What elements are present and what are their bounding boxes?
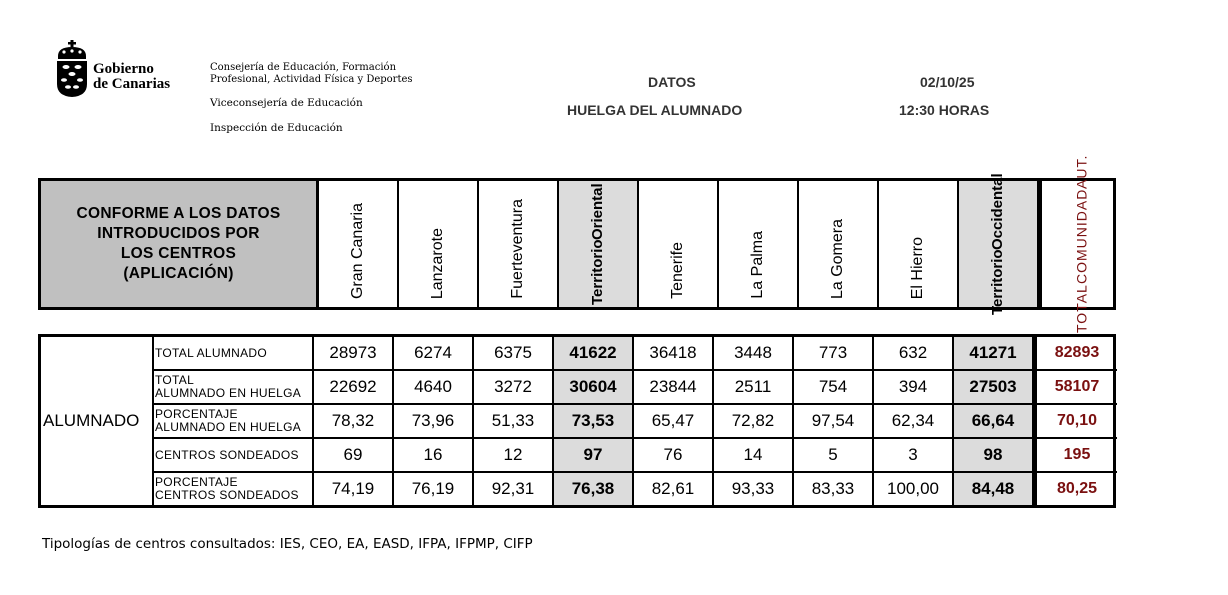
table-cell: 76,38 (554, 473, 634, 505)
table-cell: 2511 (714, 371, 794, 403)
table-cell: 28973 (314, 337, 394, 369)
column-header-lanzarote (399, 181, 479, 307)
data-rows (154, 337, 1117, 505)
table-cell: 76,19 (394, 473, 474, 505)
table-row (154, 371, 1117, 405)
table-cell: 62,34 (874, 405, 954, 437)
total-cell: 195 (1063, 446, 1091, 463)
table-cell: 773 (794, 337, 874, 369)
logo-line-1: Gobierno (93, 61, 154, 77)
table-cell: 4640 (394, 371, 474, 403)
column-label: Fuerteventura (509, 199, 526, 299)
table-cell: 74,19 (314, 473, 394, 505)
gobierno-canarias-crest-icon (55, 40, 89, 98)
column-header-total (1042, 154, 1122, 334)
column-header-territorio-occidental (959, 172, 1039, 316)
column-header-tenerife (639, 181, 719, 307)
column-label: Lanzarote (429, 227, 446, 299)
header-fecha: 02/10/25 (920, 74, 975, 90)
logo-text (93, 62, 170, 92)
column-label: Gran Canaria (349, 202, 366, 299)
column-label: La Palma (749, 231, 766, 299)
table-cell: 97,54 (794, 405, 874, 437)
table-cell: 30604 (554, 371, 634, 403)
table-cell: 14 (714, 439, 794, 471)
header-datos: DATOS (648, 74, 696, 90)
corner-line-1: CONFORME A LOS DATOS (76, 205, 281, 222)
table-cell: 73,96 (394, 405, 474, 437)
column-label (1073, 154, 1090, 334)
column-header-table (38, 154, 1116, 334)
table-cell: 3 (874, 439, 954, 471)
column-label: El Hierro (909, 236, 926, 299)
table-cell: 84,48 (954, 473, 1034, 505)
table-cell: 394 (874, 371, 954, 403)
table-cell: 82,61 (634, 473, 714, 505)
table-row (154, 405, 1117, 439)
consejeria-line-1: Consejería de Educación, Formación (210, 62, 397, 73)
table-cell: 92,31 (474, 473, 554, 505)
column-header-la-palma (719, 181, 799, 307)
table-cell: 66,64 (954, 405, 1034, 437)
table-cell: 41271 (954, 337, 1034, 369)
total-cell: 70,10 (1056, 412, 1098, 429)
corner-line-3: LOS CENTROS (120, 245, 237, 262)
inspeccion-name: Inspección de Educación (210, 122, 343, 134)
table-cell: 6375 (474, 337, 554, 369)
table-cell: 22692 (314, 371, 394, 403)
table-cell: 100,00 (874, 473, 954, 505)
logo-line-2: de Canarias (93, 76, 171, 92)
consejeria-name (210, 62, 413, 86)
table-cell: 73,53 (554, 405, 634, 437)
data-table (38, 334, 1116, 508)
table-row (154, 337, 1117, 371)
table-cell: 41622 (554, 337, 634, 369)
column-label-line: Occidental (989, 172, 1006, 250)
row-label-line: CENTROS SONDEADOS (155, 488, 299, 502)
row-label-line: CENTROS SONDEADOS (155, 447, 299, 462)
column-header-territorio-oriental (559, 181, 639, 307)
table-row (154, 473, 1117, 505)
row-label-line: ALUMNADO EN HUELGA (155, 420, 302, 434)
corner-line-2: INTRODUCIDOS POR (97, 225, 260, 242)
table-cell: 3272 (474, 371, 554, 403)
row-label (154, 337, 314, 369)
column-label-line: TOTAL (1073, 284, 1090, 334)
row-label-line: PORCENTAJE (155, 407, 238, 421)
table-cell: 36418 (634, 337, 714, 369)
column-header-fuerteventura (479, 181, 559, 307)
row-label-line: TOTAL ALUMNADO (155, 345, 268, 360)
table-cell: 6274 (394, 337, 474, 369)
table-cell: 51,33 (474, 405, 554, 437)
viceconsejeria-name: Viceconsejería de Educación (210, 97, 363, 109)
table-cell: 76 (634, 439, 714, 471)
column-label (989, 172, 1007, 316)
column-header-gran-canaria (319, 181, 399, 307)
table-cell: 69 (314, 439, 394, 471)
group-label: ALUMNADO (41, 337, 154, 505)
total-cell: 80,25 (1056, 480, 1098, 497)
table-cell: 65,47 (634, 405, 714, 437)
table-cell: 754 (794, 371, 874, 403)
table-cell: 27503 (954, 371, 1034, 403)
table-cell: 16 (394, 439, 474, 471)
column-label-line: COMUNIDAD (1073, 189, 1090, 285)
table-cell: 93,33 (714, 473, 794, 505)
corner-line-4: (APLICACIÓN) (123, 265, 234, 282)
table-row (154, 439, 1117, 473)
column-label: La Gomera (829, 218, 846, 299)
column-label: Tenerife (669, 242, 686, 299)
column-label-line: Oriental (589, 182, 606, 240)
column-label (589, 181, 607, 307)
table-cell: 72,82 (714, 405, 794, 437)
header-huelga: HUELGA DEL ALUMNADO (567, 102, 743, 118)
table-cell: 98 (954, 439, 1034, 471)
table-cell: 23844 (634, 371, 714, 403)
row-label-line: PORCENTAJE (155, 475, 238, 489)
header-hora: 12:30 HORAS (899, 102, 990, 118)
row-label (154, 439, 314, 471)
table-cell: 78,32 (314, 405, 394, 437)
table-cell: 83,33 (794, 473, 874, 505)
row-label-line: TOTAL (155, 373, 195, 387)
column-label-line: Territorio (589, 239, 606, 306)
total-cell: 58107 (1054, 378, 1100, 395)
table-cell: 632 (874, 337, 954, 369)
column-label-line: AUT. (1073, 154, 1090, 190)
table-cell: 3448 (714, 337, 794, 369)
row-label (154, 371, 314, 403)
table-cell: 12 (474, 439, 554, 471)
footer-note: Tipologías de centros consultados: IES, CEO, EA, EASD, IFPA, IFPMP, CIFP (42, 536, 533, 552)
table-cell: 97 (554, 439, 634, 471)
table-cell: 5 (794, 439, 874, 471)
column-label-line: Territorio (989, 249, 1006, 316)
corner-title (41, 181, 319, 307)
row-label-line: ALUMNADO EN HUELGA (155, 386, 302, 400)
column-header-el-hierro (879, 181, 959, 307)
column-header-la-gomera (799, 181, 879, 307)
consejeria-line-2: Profesional, Actividad Física y Deportes (210, 74, 413, 85)
row-label (154, 473, 314, 505)
row-label (154, 405, 314, 437)
total-cell: 82893 (1054, 344, 1100, 361)
